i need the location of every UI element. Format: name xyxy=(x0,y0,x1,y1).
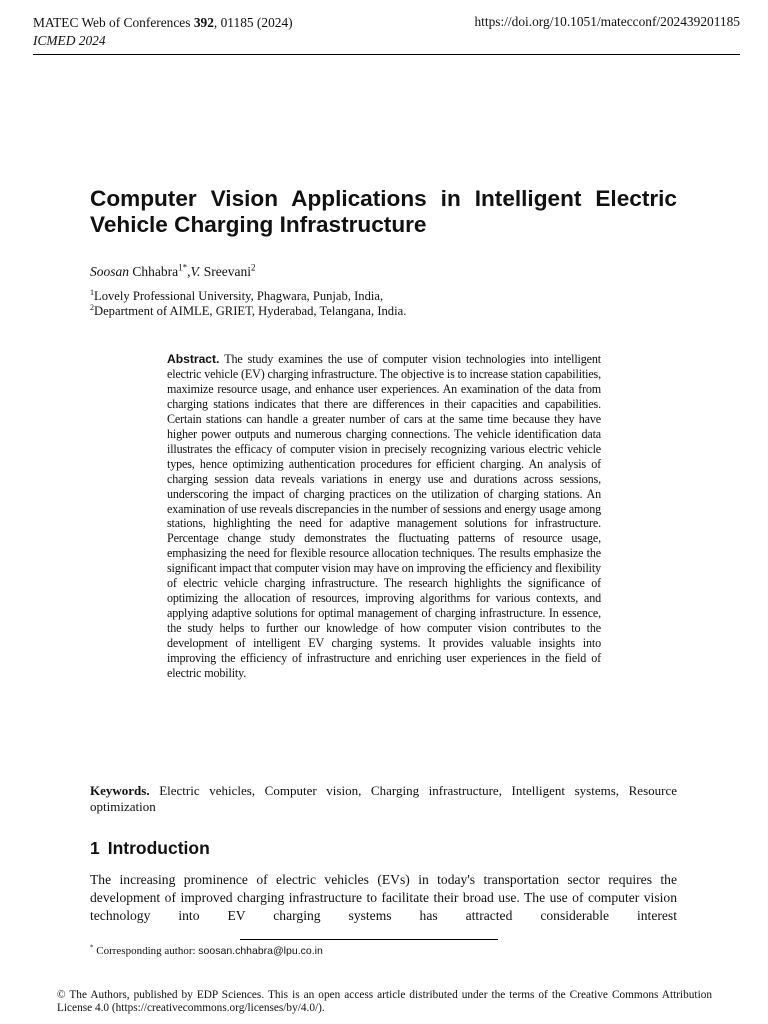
author-list: Soosan Chhabra$^{1*}$,V. Sreevani$^2$ xyxy=(90,262,256,279)
introduction-paragraph: The increasing prominence of electric vehicles (EVs) in today's transportation sector requires the development of improved charging infrastructure to facilitate their broad use. The use of computer vision technology into EV charging systems has attracted considerable interest xyxy=(90,872,677,923)
conference-name: ICMED 2024 xyxy=(33,33,106,48)
affiliation-1: $^1$Lovely Professional University, Phagwara, Punjab, India, xyxy=(90,287,384,303)
abstract-label: Abstract. xyxy=(167,352,220,366)
license-notice: © The Authors, published by EDP Sciences. This is an open access article distributed under the terms of the Creative Commons Attribution License 4.0 (https://creativecommons.org/licenses/by/4.0/). xyxy=(57,989,712,1014)
footnote: * Corresponding author: soosan.chhabra@lpu.co.in xyxy=(90,943,323,957)
running-header xyxy=(33,14,293,50)
doi-link[interactable]: https://doi.org/10.1051/matecconf/202439201185 xyxy=(474,14,740,29)
volume-number: 392 xyxy=(193,15,214,30)
author-email[interactable]: soosan.chhabra@lpu.co.in xyxy=(198,945,323,957)
abstract-text: The study examines the use of computer vision technologies into intelligent electric vehicle (EV) charging infrastructure. The objective is to increase station capabilities, maximize resource usage, and enhance user experiences. An examination of the data from charging stations indicates that there are differences in their capacities and capabilities. Certain stations can handle a greater number of cars at the same time because they have higher power outputs and numerous charging connections. The vehicle identification data illustrates the efficacy of computer vision in precisely recognizing various electric vehicle types, hence optimizing authentication procedures for efficient charging. An analysis of charging session data reveals variations in energy use and durations across sessions, underscoring the impact of charging practices on the utilization of charging stations. An examination of use reveals discrepancies in the number of sessions and energy usage among stations, highlighting the need for adaptive management solutions for infrastructure. Percentage change study demonstrates the fluctuating patterns of resource usage, emphasizing the need for flexible resource allocation techniques. The results emphasize the significant impact that computer vision may have on improving the efficiency and flexibility of electric vehicle charging infrastructure. The research highlights the significance of optimizing the allocation of resources, improving algorithms for various contexts, and applying adaptive solutions for optimal management of charging infrastructure. In essence, the study helps to further our knowledge of how computer vision contributes to the development of intelligent EV charging systems. It provides valuable insights into improving the efficiency of infrastructure and enriching user experiences in the field of electric mobility. xyxy=(167,352,601,681)
journal-citation: MATEC Web of Conferences 392, 01185 (2024) xyxy=(33,15,293,30)
affiliation-2: $^2$Department of AIMLE, GRIET, Hyderabad, Telangana, India. xyxy=(90,302,407,318)
section-number: 1 xyxy=(90,838,100,858)
keywords-label: Keywords. xyxy=(90,783,150,798)
paper-title: Computer Vision Applications in Intelligent Electric Vehicle Charging Infrastructure xyxy=(90,186,677,237)
section-heading xyxy=(90,838,210,859)
affiliations xyxy=(90,289,406,319)
footnote-rule xyxy=(240,939,498,940)
section-title: Introduction xyxy=(107,838,210,858)
abstract xyxy=(167,352,601,681)
header-rule xyxy=(33,54,740,55)
keywords xyxy=(90,783,677,815)
keywords-text: Electric vehicles, Computer vision, Charging infrastructure, Intelligent systems, Resource optimization xyxy=(90,783,677,814)
